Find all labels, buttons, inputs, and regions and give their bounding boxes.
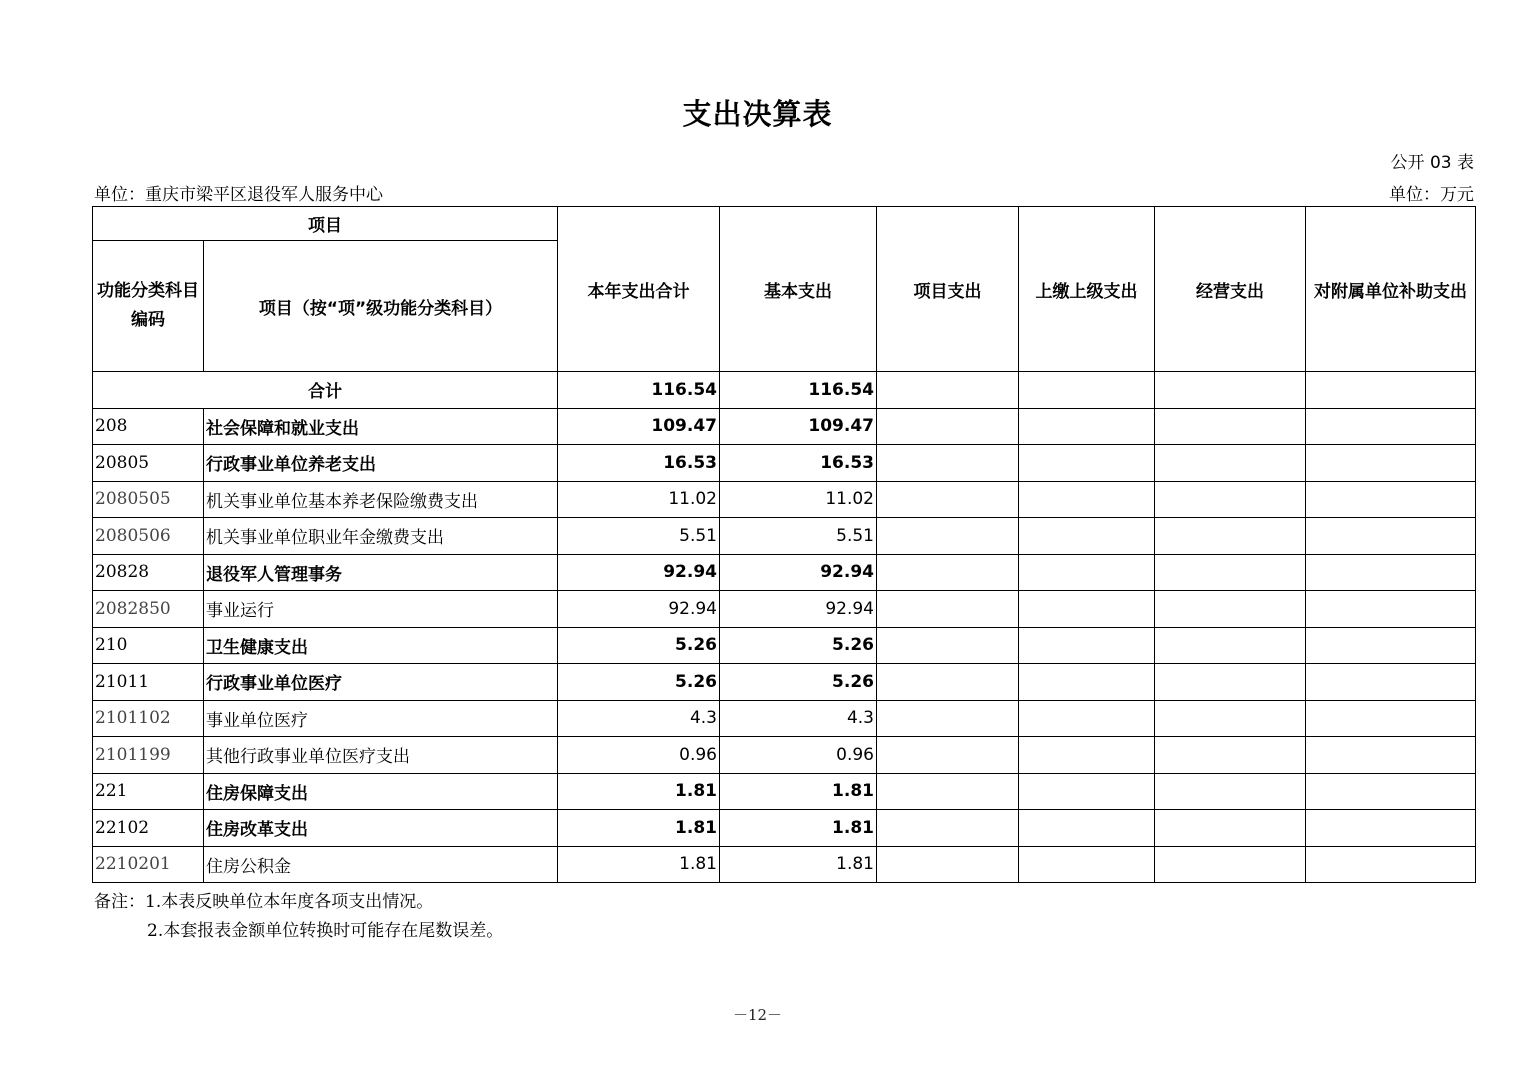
table-row	[93, 846, 1476, 883]
row-basic: 92.94	[720, 554, 877, 591]
row-project-expenditure	[877, 445, 1019, 482]
row-code: 21011	[93, 664, 204, 701]
header-total: 本年支出合计	[558, 207, 720, 372]
row-project-expenditure	[877, 664, 1019, 701]
unit-currency: 单位：万元	[1389, 185, 1474, 205]
header-basic: 基本支出	[720, 207, 877, 372]
row-name: 机关事业单位基本养老保险缴费支出	[204, 481, 558, 518]
header-project-expenditure: 项目支出	[877, 207, 1019, 372]
row-project-expenditure	[877, 408, 1019, 445]
row-subsidy	[1306, 518, 1476, 555]
row-project-expenditure	[877, 773, 1019, 810]
row-subsidy	[1306, 737, 1476, 774]
row-total: 92.94	[558, 554, 720, 591]
row-total: 109.47	[558, 408, 720, 445]
row-name: 行政事业单位养老支出	[204, 445, 558, 482]
row-project-expenditure	[877, 554, 1019, 591]
row-operating	[1155, 591, 1306, 628]
row-subsidy	[1306, 591, 1476, 628]
header-operating: 经营支出	[1155, 207, 1306, 372]
row-upper-payment	[1019, 810, 1155, 847]
row-operating	[1155, 737, 1306, 774]
row-name: 行政事业单位医疗	[204, 664, 558, 701]
row-name: 其他行政事业单位医疗支出	[204, 737, 558, 774]
row-subsidy	[1306, 408, 1476, 445]
row-operating	[1155, 554, 1306, 591]
row-upper-payment	[1019, 846, 1155, 883]
row-total: 5.51	[558, 518, 720, 555]
row-code: 210	[93, 627, 204, 664]
row-basic: 0.96	[720, 737, 877, 774]
row-project-expenditure	[877, 591, 1019, 628]
row-subsidy	[1306, 664, 1476, 701]
page-number: －12－	[732, 1006, 783, 1024]
table-row	[93, 737, 1476, 774]
row-upper-payment	[1019, 445, 1155, 482]
total-subsidy	[1306, 372, 1476, 409]
row-name: 社会保障和就业支出	[204, 408, 558, 445]
table-number: 公开 03 表	[1390, 153, 1474, 173]
header-upper-payment: 上缴上级支出	[1019, 207, 1155, 372]
row-subsidy	[1306, 481, 1476, 518]
total-basic: 116.54	[720, 372, 877, 409]
row-upper-payment	[1019, 773, 1155, 810]
table-row	[93, 773, 1476, 810]
row-subsidy	[1306, 773, 1476, 810]
row-code: 2101199	[93, 737, 204, 774]
row-operating	[1155, 846, 1306, 883]
row-name: 事业单位医疗	[204, 700, 558, 737]
row-code: 22102	[93, 810, 204, 847]
row-total: 1.81	[558, 846, 720, 883]
row-basic: 92.94	[720, 591, 877, 628]
header-code: 功能分类科目编码	[93, 241, 204, 372]
total-sum: 116.54	[558, 372, 720, 409]
table-row	[93, 518, 1476, 555]
row-name: 住房公积金	[204, 846, 558, 883]
table-row	[93, 445, 1476, 482]
table-row	[93, 664, 1476, 701]
row-code: 2082850	[93, 591, 204, 628]
table-row	[93, 481, 1476, 518]
total-row	[93, 372, 1476, 409]
row-basic: 16.53	[720, 445, 877, 482]
total-label: 合计	[93, 372, 558, 409]
row-upper-payment	[1019, 481, 1155, 518]
row-operating	[1155, 408, 1306, 445]
row-project-expenditure	[877, 481, 1019, 518]
row-project-expenditure	[877, 627, 1019, 664]
total-project-expenditure	[877, 372, 1019, 409]
row-subsidy	[1306, 554, 1476, 591]
row-total: 5.26	[558, 664, 720, 701]
header-project: 项目	[93, 207, 558, 241]
row-operating	[1155, 700, 1306, 737]
row-total: 4.3	[558, 700, 720, 737]
row-subsidy	[1306, 846, 1476, 883]
row-basic: 5.51	[720, 518, 877, 555]
unit-organization: 单位：重庆市梁平区退役军人服务中心	[94, 185, 383, 205]
row-name: 住房保障支出	[204, 773, 558, 810]
table-row	[93, 700, 1476, 737]
row-operating	[1155, 481, 1306, 518]
row-name: 住房改革支出	[204, 810, 558, 847]
note-1: 备注：1.本表反映单位本年度各项支出情况。	[94, 892, 434, 912]
row-project-expenditure	[877, 737, 1019, 774]
row-operating	[1155, 773, 1306, 810]
expenditure-table	[92, 206, 1476, 883]
row-subsidy	[1306, 445, 1476, 482]
row-total: 1.81	[558, 773, 720, 810]
row-name: 机关事业单位职业年金缴费支出	[204, 518, 558, 555]
row-operating	[1155, 445, 1306, 482]
row-code: 208	[93, 408, 204, 445]
row-total: 11.02	[558, 481, 720, 518]
row-total: 1.81	[558, 810, 720, 847]
row-operating	[1155, 664, 1306, 701]
header-name: 项目（按“项”级功能分类科目）	[204, 241, 558, 372]
row-upper-payment	[1019, 518, 1155, 555]
row-subsidy	[1306, 627, 1476, 664]
note-2: 2.本套报表金额单位转换时可能存在尾数误差。	[147, 921, 504, 941]
row-project-expenditure	[877, 810, 1019, 847]
total-operating	[1155, 372, 1306, 409]
table-row	[93, 408, 1476, 445]
row-code: 2080505	[93, 481, 204, 518]
row-subsidy	[1306, 810, 1476, 847]
row-total: 5.26	[558, 627, 720, 664]
row-basic: 1.81	[720, 810, 877, 847]
row-basic: 1.81	[720, 846, 877, 883]
row-upper-payment	[1019, 591, 1155, 628]
row-total: 92.94	[558, 591, 720, 628]
row-upper-payment	[1019, 737, 1155, 774]
header-subsidy: 对附属单位补助支出	[1306, 207, 1476, 372]
row-basic: 5.26	[720, 627, 877, 664]
row-total: 0.96	[558, 737, 720, 774]
row-upper-payment	[1019, 700, 1155, 737]
row-basic: 109.47	[720, 408, 877, 445]
row-code: 2101102	[93, 700, 204, 737]
row-subsidy	[1306, 700, 1476, 737]
row-code: 20828	[93, 554, 204, 591]
row-operating	[1155, 518, 1306, 555]
notes	[94, 888, 503, 946]
row-name: 卫生健康支出	[204, 627, 558, 664]
row-code: 2210201	[93, 846, 204, 883]
row-upper-payment	[1019, 627, 1155, 664]
row-project-expenditure	[877, 518, 1019, 555]
row-project-expenditure	[877, 700, 1019, 737]
table-row	[93, 810, 1476, 847]
row-upper-payment	[1019, 664, 1155, 701]
row-operating	[1155, 810, 1306, 847]
row-upper-payment	[1019, 554, 1155, 591]
table-row	[93, 627, 1476, 664]
row-code: 20805	[93, 445, 204, 482]
row-name: 退役军人管理事务	[204, 554, 558, 591]
row-basic: 11.02	[720, 481, 877, 518]
row-upper-payment	[1019, 408, 1155, 445]
row-basic: 5.26	[720, 664, 877, 701]
row-basic: 4.3	[720, 700, 877, 737]
row-basic: 1.81	[720, 773, 877, 810]
total-upper-payment	[1019, 372, 1155, 409]
row-code: 2080506	[93, 518, 204, 555]
table-row	[93, 554, 1476, 591]
row-project-expenditure	[877, 846, 1019, 883]
row-code: 221	[93, 773, 204, 810]
page-title: 支出决算表	[682, 97, 833, 131]
table-row	[93, 591, 1476, 628]
row-operating	[1155, 627, 1306, 664]
row-name: 事业运行	[204, 591, 558, 628]
row-total: 16.53	[558, 445, 720, 482]
